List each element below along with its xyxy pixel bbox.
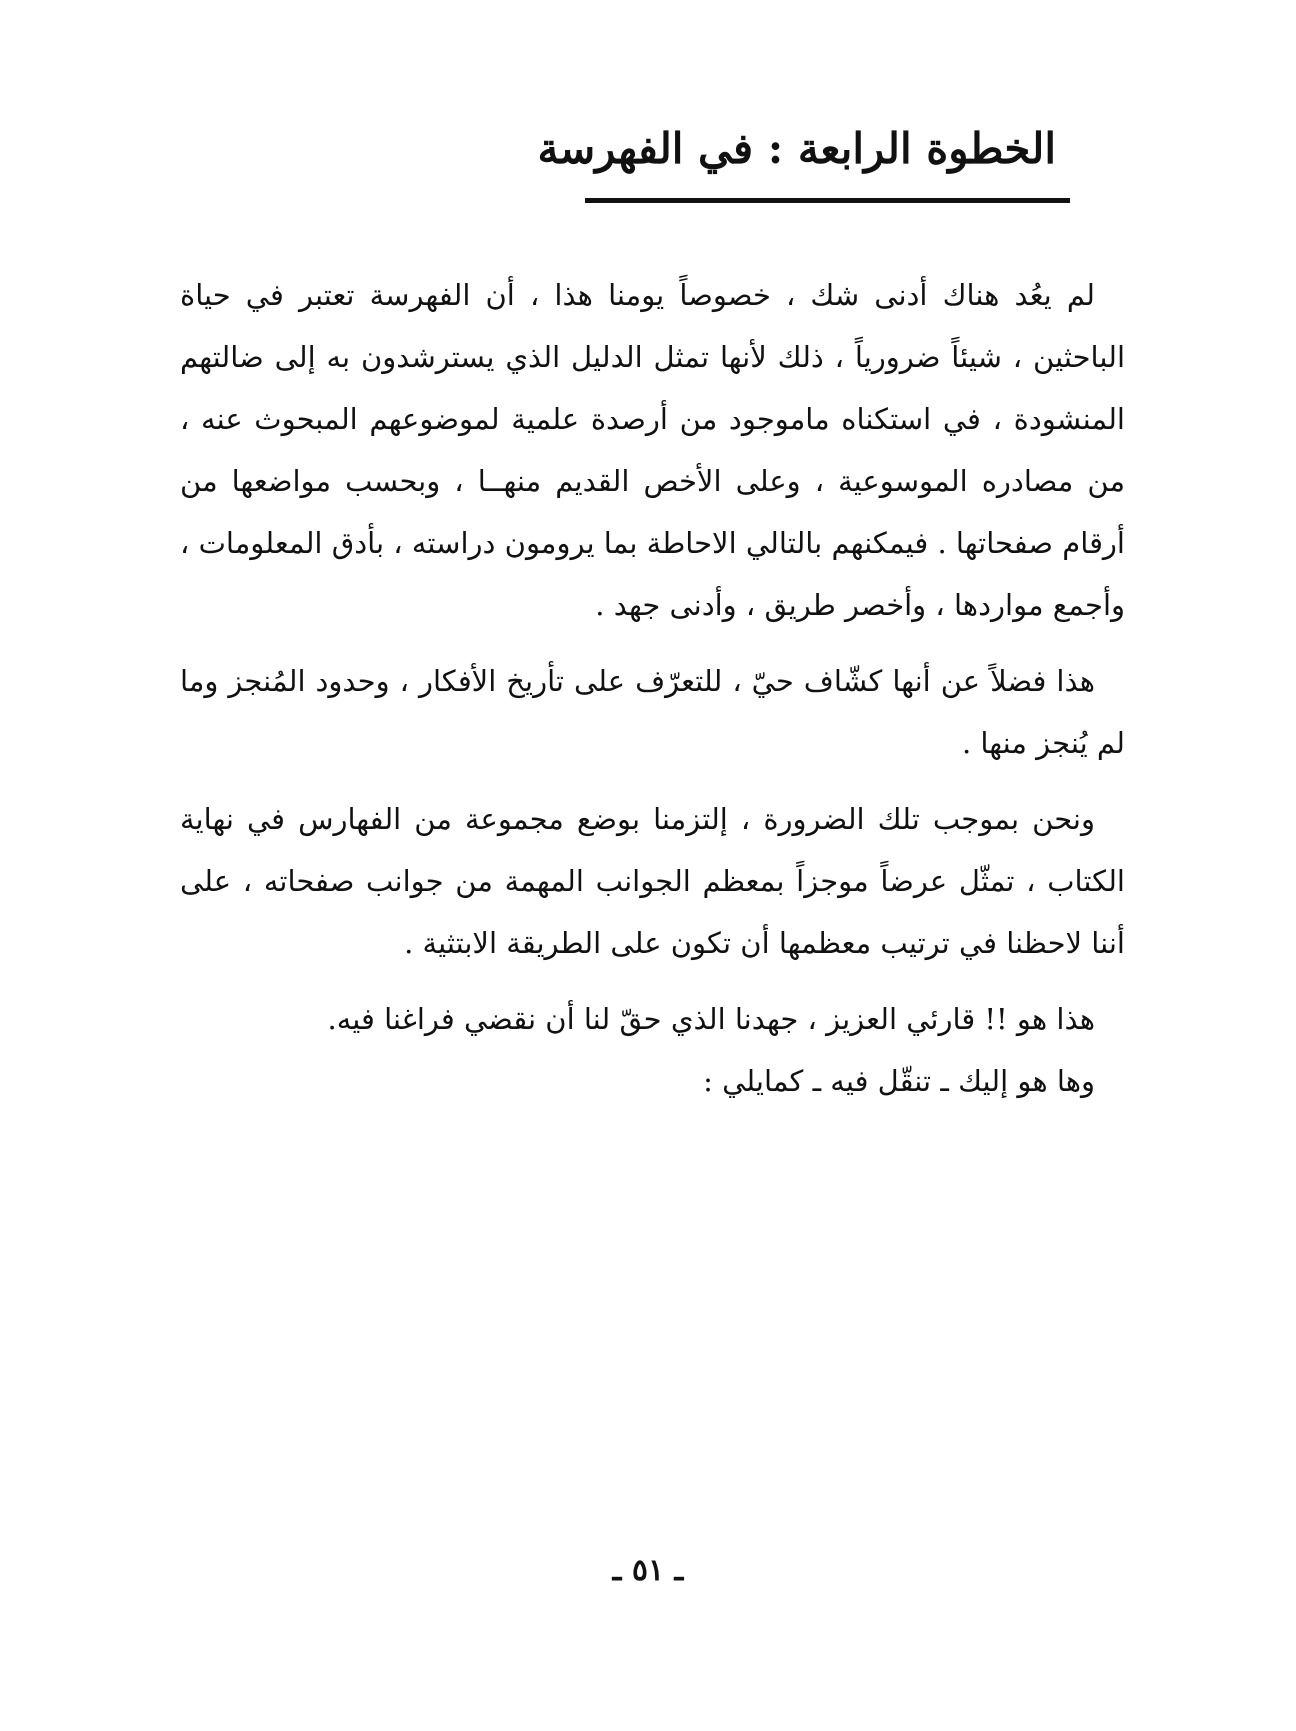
- paragraph-ideas-history: هذا فضلاً عن أنها كشّاف حيّ ، للتعرّف على تأريخ الأفكار ، وحدود المُنجز وما لم يُنجز منها .: [180, 664, 1125, 760]
- body-text: [180, 264, 1125, 1112]
- paragraph-reader-address: هذا هو !! قارئي العزيز ، جهدنا الذي حقّ لنا أن نقضي فراغنا فيه.: [327, 1002, 1095, 1036]
- paragraph-indexing-importance: لم يعُد هناك أدنى شك ، خصوصاً يومنا هذا ، أن الفهرسة تعتبر في حياة الباحثين ، شيئاً ضرورياً ، ذلك لأنها تمثل الدليل الذي يسترشدون به إلى ضالتهم المنشودة ، في استكناه ماموجود من أرصدة علمية لموضوعهم المبحوث عنه ، من مصادره الموسوعية ، وعلى الأخص القديم منهــا ، وبحسب مواضعها من أرقام صفحاتها . فيمكنهم بالتالي الاحاطة بما يرومون دراسته ، بأدق المعلومات ، وأجمع مواردها ، وأخصر طريق ، وأدنى جهد .: [180, 278, 1125, 622]
- page-title: الخطوة الرابعة : في الفهرسة: [537, 124, 1056, 173]
- paragraph-indexes-commitment: ونحن بموجب تلك الضرورة ، إلتزمنا بوضع مجموعة من الفهارس في نهاية الكتاب ، تمثّل عرضاً موجزاً بمعظم الجوانب المهمة من جوانب صفحاته ، على أننا لاحظنا في ترتيب معظمها أن تكون على الطريقة الابتثية .: [180, 802, 1125, 960]
- page-number: ـ ٥١ ـ: [612, 1553, 684, 1588]
- title-underline: [585, 198, 1070, 203]
- closing-line: وها هو إليك ـ تنقّل فيه ـ كمايلي :: [703, 1064, 1095, 1098]
